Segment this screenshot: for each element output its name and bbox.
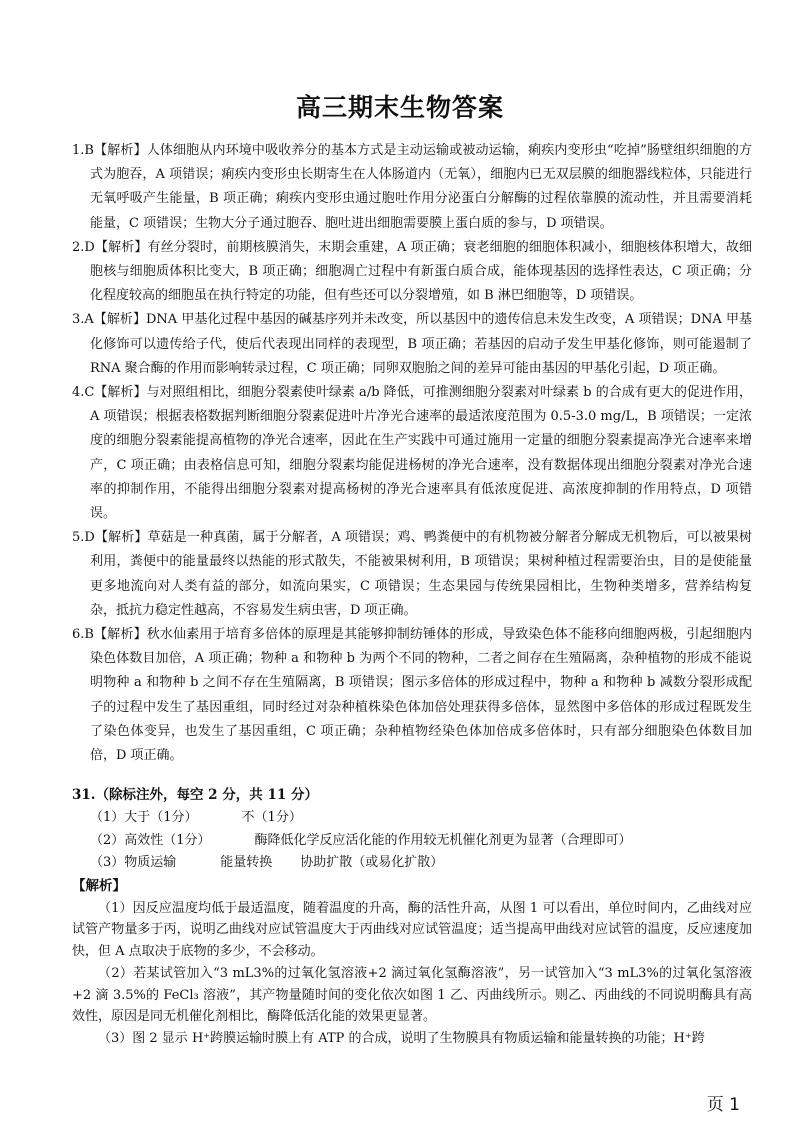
answer-31-line-3	[72, 852, 752, 875]
choice-answers	[72, 139, 752, 768]
answer-31-line-1	[72, 807, 752, 830]
page-number: 页 1	[706, 1095, 740, 1115]
answer-item-3: 3.A【解析】DNA 甲基化过程中基因的碱基序列并未改变，所以基因中的遗传信息未发生改变，A 项错误；DNA 甲基化修饰可以遗传给子代，使后代表现出同样的表现型，B 项正确；若基因的启动子发生甲基化修饰，则可能遏制了 RNA 聚合酶的作用而影响转录过程，C 项正确；同卵双胞胎之间的差异可能由基因的甲基化引起，D 项正确。	[72, 312, 752, 376]
answer-31-line-2	[72, 830, 752, 853]
question-31-header: 31.（除标注外，每空 2 分，共 11 分）	[72, 787, 318, 803]
answer-31-1b: 不（1分）	[241, 810, 302, 825]
analysis-label: 【解析】	[72, 877, 126, 894]
answer-item-1: 1.B【解析】人体细胞从内环境中吸收养分的基本方式是主动运输或被动运输，痢疾内变形虫“吃掉”肠壁组织细胞的方式为胞吞，A 项错误；痢疾内变形虫长期寄生在人体肠道内（无氧），细胞内已无双层膜的细胞器线粒体，只能进行无氧呼吸产生能量，B 项正确；痢疾内变形虫通过胞吐作用分泌蛋白分解酶的过程依靠膜的流动性，并且需要消耗能量，C 项错误；生物大分子通过胞吞、胞吐进出细胞需要膜上蛋白质的参与，D 项错误。	[72, 143, 752, 231]
answer-item-2: 2.D【解析】有丝分裂时，前期核膜消失，末期会重建，A 项正确；衰老细胞的细胞体积减小，细胞核体积增大，故细胞核与细胞质体积比变大，B 项正确；细胞凋亡过程中有新蛋白质合成，能体现基因的选择性表达，C 项正确；分化程度较高的细胞虽在执行特定的功能，但有些还可以分裂增殖，如 B 淋巴细胞等，D 项错误。	[72, 239, 752, 304]
analysis-paragraph-1: （1）因反应温度均低于最适温度，随着温度的升高，酶的活性升高，从图 1 可以看出，单位时间内，乙曲线对应试管产物量多于丙，说明乙曲线对应试管温度大于丙曲线对应试管温度；适当提高甲曲线对应试管的温度，反应速度加快，但 A 点取决于底物的多少，不会移动。	[72, 900, 752, 960]
answer-item-5: 5.D【解析】草菇是一种真菌，属于分解者，A 项错误；鸡、鸭粪便中的有机物被分解者分解成无机物后，可以被果树利用，粪便中的能量最终以热能的形式散失，不能被果树利用，B 项错误；果树种植过程需要治虫，目的是使能量更多地流向对人类有益的部分，如流向果实，C 项错误；生态果园与传统果园相比，生物种类增多，营养结构复杂，抵抗力稳定性越高，不容易发生病虫害，D 项正确。	[72, 530, 752, 618]
answer-item-6: 6.B【解析】秋水仙素用于培育多倍体的原理是其能够抑制纺锤体的形成，导致染色体不能移向细胞两极，引起细胞内染色体数目加倍，A 项正确；物种 a 和物种 b 为两个不同的物种，二者之间存在生殖隔离，杂种植物的形成不能说明物种 a 和物种 b 之间不存在生殖隔离，B 项错误；图示多倍体的形成过程中，物种 a 和物种 b 减数分裂形成配子的过程中发生了基因重组，同时经过对杂种植株染色体加倍处理获得多倍体，显然图中多倍体的形成过程既发生了染色体变异，也发生了基因重组，C 项正确；杂种植物经染色体加倍成多倍体时，只有部分细胞染色体数目加倍，D 项正确。	[72, 627, 752, 764]
answer-31-3a: （3）物质运输	[90, 855, 177, 870]
answer-31-3c: 协助扩散（或易化扩散）	[300, 855, 444, 870]
answer-31-1a: （1）大于（1分）	[90, 810, 198, 825]
page-title: 高三期末生物答案	[295, 93, 504, 122]
analysis-paragraph-3: （3）图 2 显示 H⁺跨膜运输时膜上有 ATP 的合成，说明了生物膜具有物质运输和能量转换的功能；H⁺跨	[98, 1031, 705, 1047]
answer-item-4: 4.C【解析】与对照组相比，细胞分裂素使叶绿素 a/b 降低，可推测细胞分裂素对叶绿素 b 的合成有更大的促进作用，A 项错误；根据表格数据判断细胞分裂素促进叶片净光合速率的最适浓度范围为 0.5-3.0 mg/L，B 项错误；一定浓度的细胞分裂素能提高植物的净光合速率，因此在生产实践中可通过施用一定量的细胞分裂素提高净光合速率来增产，C 项正确；由表格信息可知，细胞分裂素均能促进杨树的净光合速率，没有数据体现出细胞分裂素对净光合速率的抑制作用，不能得出细胞分裂素对提高杨树的净光合速率具有低浓度促进、高浓度抑制的作用特点，D 项错误。	[72, 385, 752, 522]
answer-31-2a: （2）高效性（1分）	[90, 832, 211, 848]
answer-31-3b: 能量转换	[220, 855, 273, 870]
answer-31-2b: 酶降低化学反应活化能的作用较无机催化剂更为显著（合理即可）	[254, 832, 632, 848]
analysis-paragraph-2: （2）若某试管加入“3 mL3%的过氧化氢溶液+2 滴过氧化氢酶溶液”，另一试管加入“3 mL3%的过氧化氢溶液+2 滴 3.5%的 FeCl₃ 溶液”，其产物量随时间的变化依次如图 1 乙、丙曲线所示。则乙、丙曲线的不同说明酶具有高效性，原因是同无机催化剂相比，酶降低活化能的效果更显著。	[72, 965, 752, 1025]
question-31	[72, 783, 752, 1050]
